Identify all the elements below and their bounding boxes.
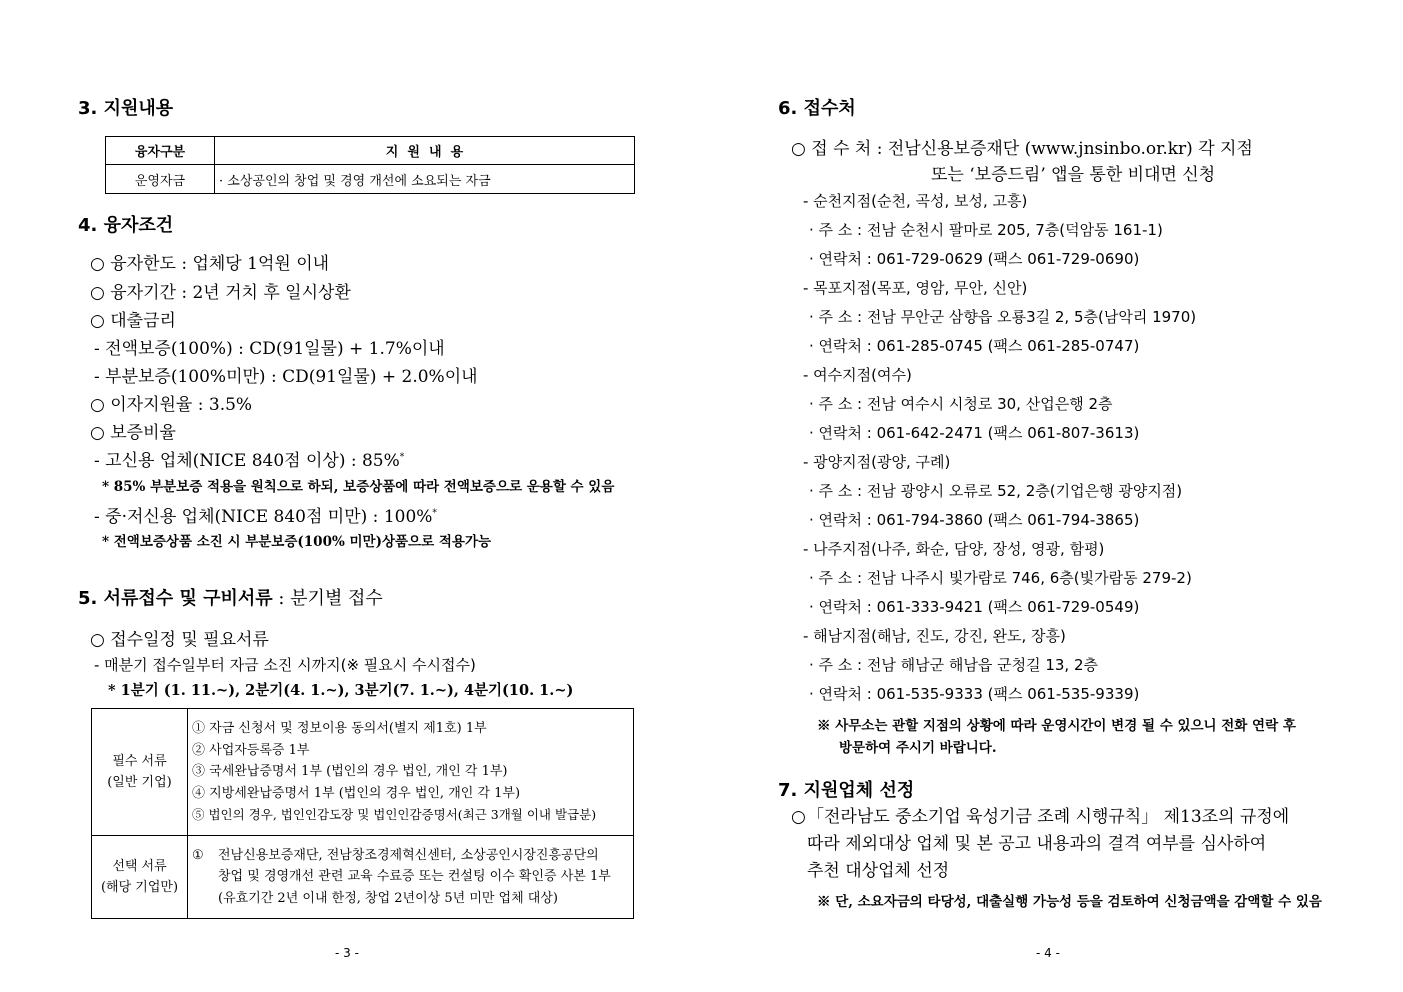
selection-note: ※ 단, 소요자금의 타당성, 대출실행 가능성 등을 검토하여 신청금액을 감액할 수 있음 bbox=[817, 894, 1322, 910]
section-4-title: 4. 융자조건 bbox=[78, 215, 174, 236]
page-number: - 4 - bbox=[1036, 946, 1060, 960]
office-note-line2: 방문하여 주시기 바랍니다. bbox=[839, 740, 997, 756]
office-note-line1: ※ 사무소는 관할 지점의 상황에 따라 운영시간이 변경 될 수 있으니 전화 연락 후 bbox=[817, 718, 1296, 734]
low-credit-ratio: - 중·저신용 업체(NICE 840점 미만) : 100%* bbox=[94, 507, 437, 527]
required-doc-item: ④ 지방세완납증명서 1부 (법인의 경우 법인, 개인 각 1부) bbox=[192, 785, 521, 801]
branch-name: - 광양지점(광양, 구례) bbox=[803, 453, 951, 471]
section-6-title: 6. 접수처 bbox=[778, 98, 856, 119]
guarantee-ratio: ○ 보증비율 bbox=[90, 423, 176, 443]
page-4 bbox=[701, 0, 1402, 992]
table-header-content: 지 원 내 용 bbox=[215, 137, 635, 165]
full-guarantee-rate: - 전액보증(100%) : CD(91일물) + 1.7%이내 bbox=[94, 339, 445, 359]
interest-subsidy: ○ 이자지원율 : 3.5% bbox=[90, 395, 253, 415]
high-credit-note: * 85% 부분보증 적용을 원칙으로 하되, 보증상품에 따라 전액보증으로 운용할 수 있음 bbox=[102, 479, 615, 495]
branch-name: - 나주지점(나주, 화순, 담양, 장성, 영광, 함평) bbox=[803, 540, 1105, 558]
table-header-loan-type: 융자구분 bbox=[106, 137, 215, 165]
page-3 bbox=[0, 0, 701, 992]
loan-rate: ○ 대출금리 bbox=[90, 311, 176, 331]
branch-phone: · 연락처 : 061-794-3860 (팩스 061-794-3865) bbox=[809, 511, 1140, 529]
branch-phone: · 연락처 : 061-535-9333 (팩스 061-535-9339) bbox=[809, 685, 1140, 703]
branch-name: - 여수지점(여수) bbox=[803, 366, 912, 384]
branch-phone: · 연락처 : 061-729-0629 (팩스 061-729-0690) bbox=[809, 250, 1140, 268]
table-cell-content: · 소상공인의 창업 및 경영 개선에 소요되는 자금 bbox=[215, 165, 635, 194]
optional-docs-list bbox=[188, 836, 634, 919]
table-cell-loan-type: 운영자금 bbox=[106, 165, 215, 194]
branch-address: · 주 소 : 전남 여수시 시청로 30, 산업은행 2층 bbox=[809, 395, 1113, 413]
required-doc-item: ② 사업자등록증 1부 bbox=[192, 742, 310, 758]
intake-office-line2: 또는 ‘보증드림’ 앱을 통한 비대면 신청 bbox=[931, 165, 1216, 185]
optional-doc-line: 창업 및 경영개선 관련 교육 수료증 또는 컨설팅 이수 확인증 사본 1부 bbox=[218, 869, 611, 885]
selection-line: 추천 대상업체 선정 bbox=[807, 861, 950, 881]
selection-bullet: ○ bbox=[791, 807, 806, 827]
selection-body bbox=[807, 804, 1289, 885]
section-7-title: 7. 지원업체 선정 bbox=[778, 780, 915, 801]
intake-office-line1: ○ 접 수 처 : 전남신용보증재단 (www.jnsinbo.or.kr) 각 지점 bbox=[791, 139, 1253, 159]
selection-line: 따라 제외대상 업체 및 본 공고 내용과의 결격 여부를 심사하여 bbox=[807, 834, 1267, 854]
documents-table bbox=[91, 708, 634, 919]
loan-period: ○ 융자기간 : 2년 거치 후 일시상환 bbox=[90, 283, 351, 303]
section-5-title: 5. 서류접수 및 구비서류 : 분기별 접수 bbox=[78, 588, 383, 609]
optional-docs-label: 선택 서류 (해당 기업만) bbox=[92, 836, 188, 919]
high-credit-ratio: - 고신용 업체(NICE 840점 이상) : 85%* bbox=[94, 451, 405, 471]
branch-phone: · 연락처 : 061-642-2471 (팩스 061-807-3613) bbox=[809, 424, 1140, 442]
section-3-title: 3. 지원내용 bbox=[78, 98, 174, 119]
intake-period: - 매분기 접수일부터 자금 소진 시까지(※ 필요시 수시접수) bbox=[94, 656, 476, 674]
branch-address: · 주 소 : 전남 무안군 삼향읍 오룡3길 2, 5층(남악리 1970) bbox=[809, 308, 1197, 326]
intake-schedule: ○ 접수일정 및 필요서류 bbox=[90, 630, 269, 650]
loan-limit: ○ 융자한도 : 업체당 1억원 이내 bbox=[90, 254, 330, 274]
required-doc-item: ③ 국세완납증명서 1부 (법인의 경우 법인, 개인 각 1부) bbox=[192, 764, 508, 780]
branch-address: · 주 소 : 전남 나주시 빛가람로 746, 6층(빛가람동 279-2) bbox=[809, 569, 1192, 587]
optional-doc-marker: ① bbox=[192, 847, 204, 863]
selection-line: 「전라남도 중소기업 육성기금 조례 시행규칙」 제13조의 규정에 bbox=[807, 807, 1290, 827]
branch-address: · 주 소 : 전남 해남군 해남읍 군청길 13, 2층 bbox=[809, 656, 1098, 674]
optional-doc-line: 전남신용보증재단, 전남창조경제혁신센터, 소상공인시장진흥공단의 bbox=[218, 847, 599, 863]
low-credit-note: * 전액보증상품 소진 시 부분보증(100% 미만)상품으로 적용가능 bbox=[102, 534, 491, 550]
branch-phone: · 연락처 : 061-333-9421 (팩스 061-729-0549) bbox=[809, 598, 1140, 616]
branch-name: - 순천지점(순천, 곡성, 보성, 고흥) bbox=[803, 192, 1028, 210]
branch-phone: · 연락처 : 061-285-0745 (팩스 061-285-0747) bbox=[809, 337, 1140, 355]
required-docs-list bbox=[188, 709, 634, 836]
quarter-dates: * 1분기 (1. 11.~), 2분기(4. 1.~), 3분기(7. 1.~), 4분기(10. 1.~) bbox=[108, 682, 574, 699]
partial-guarantee-rate: - 부분보증(100%미만) : CD(91일물) + 2.0%이내 bbox=[94, 367, 478, 387]
required-doc-item: ⑤ 법인의 경우, 법인인감도장 및 법인인감증명서(최근 3개월 이내 발급분) bbox=[192, 807, 597, 823]
branch-address: · 주 소 : 전남 광양시 오류로 52, 2층(기업은행 광양지점) bbox=[809, 482, 1183, 500]
support-content-table bbox=[105, 136, 635, 194]
required-docs-label: 필수 서류 (일반 기업) bbox=[92, 709, 188, 836]
branch-address: · 주 소 : 전남 순천시 팔마로 205, 7층(덕암동 161-1) bbox=[809, 221, 1163, 239]
branch-name: - 목포지점(목포, 영암, 무안, 신안) bbox=[803, 279, 1028, 297]
page-number: - 3 - bbox=[335, 946, 359, 960]
required-doc-item: ① 자금 신청서 및 정보이용 동의서(별지 제1호) 1부 bbox=[192, 721, 487, 737]
optional-doc-line: (유효기간 2년 이내 한정, 창업 2년이상 5년 미만 업체 대상) bbox=[218, 890, 558, 906]
branch-name: - 해남지점(해남, 진도, 강진, 완도, 장흥) bbox=[803, 627, 1066, 645]
